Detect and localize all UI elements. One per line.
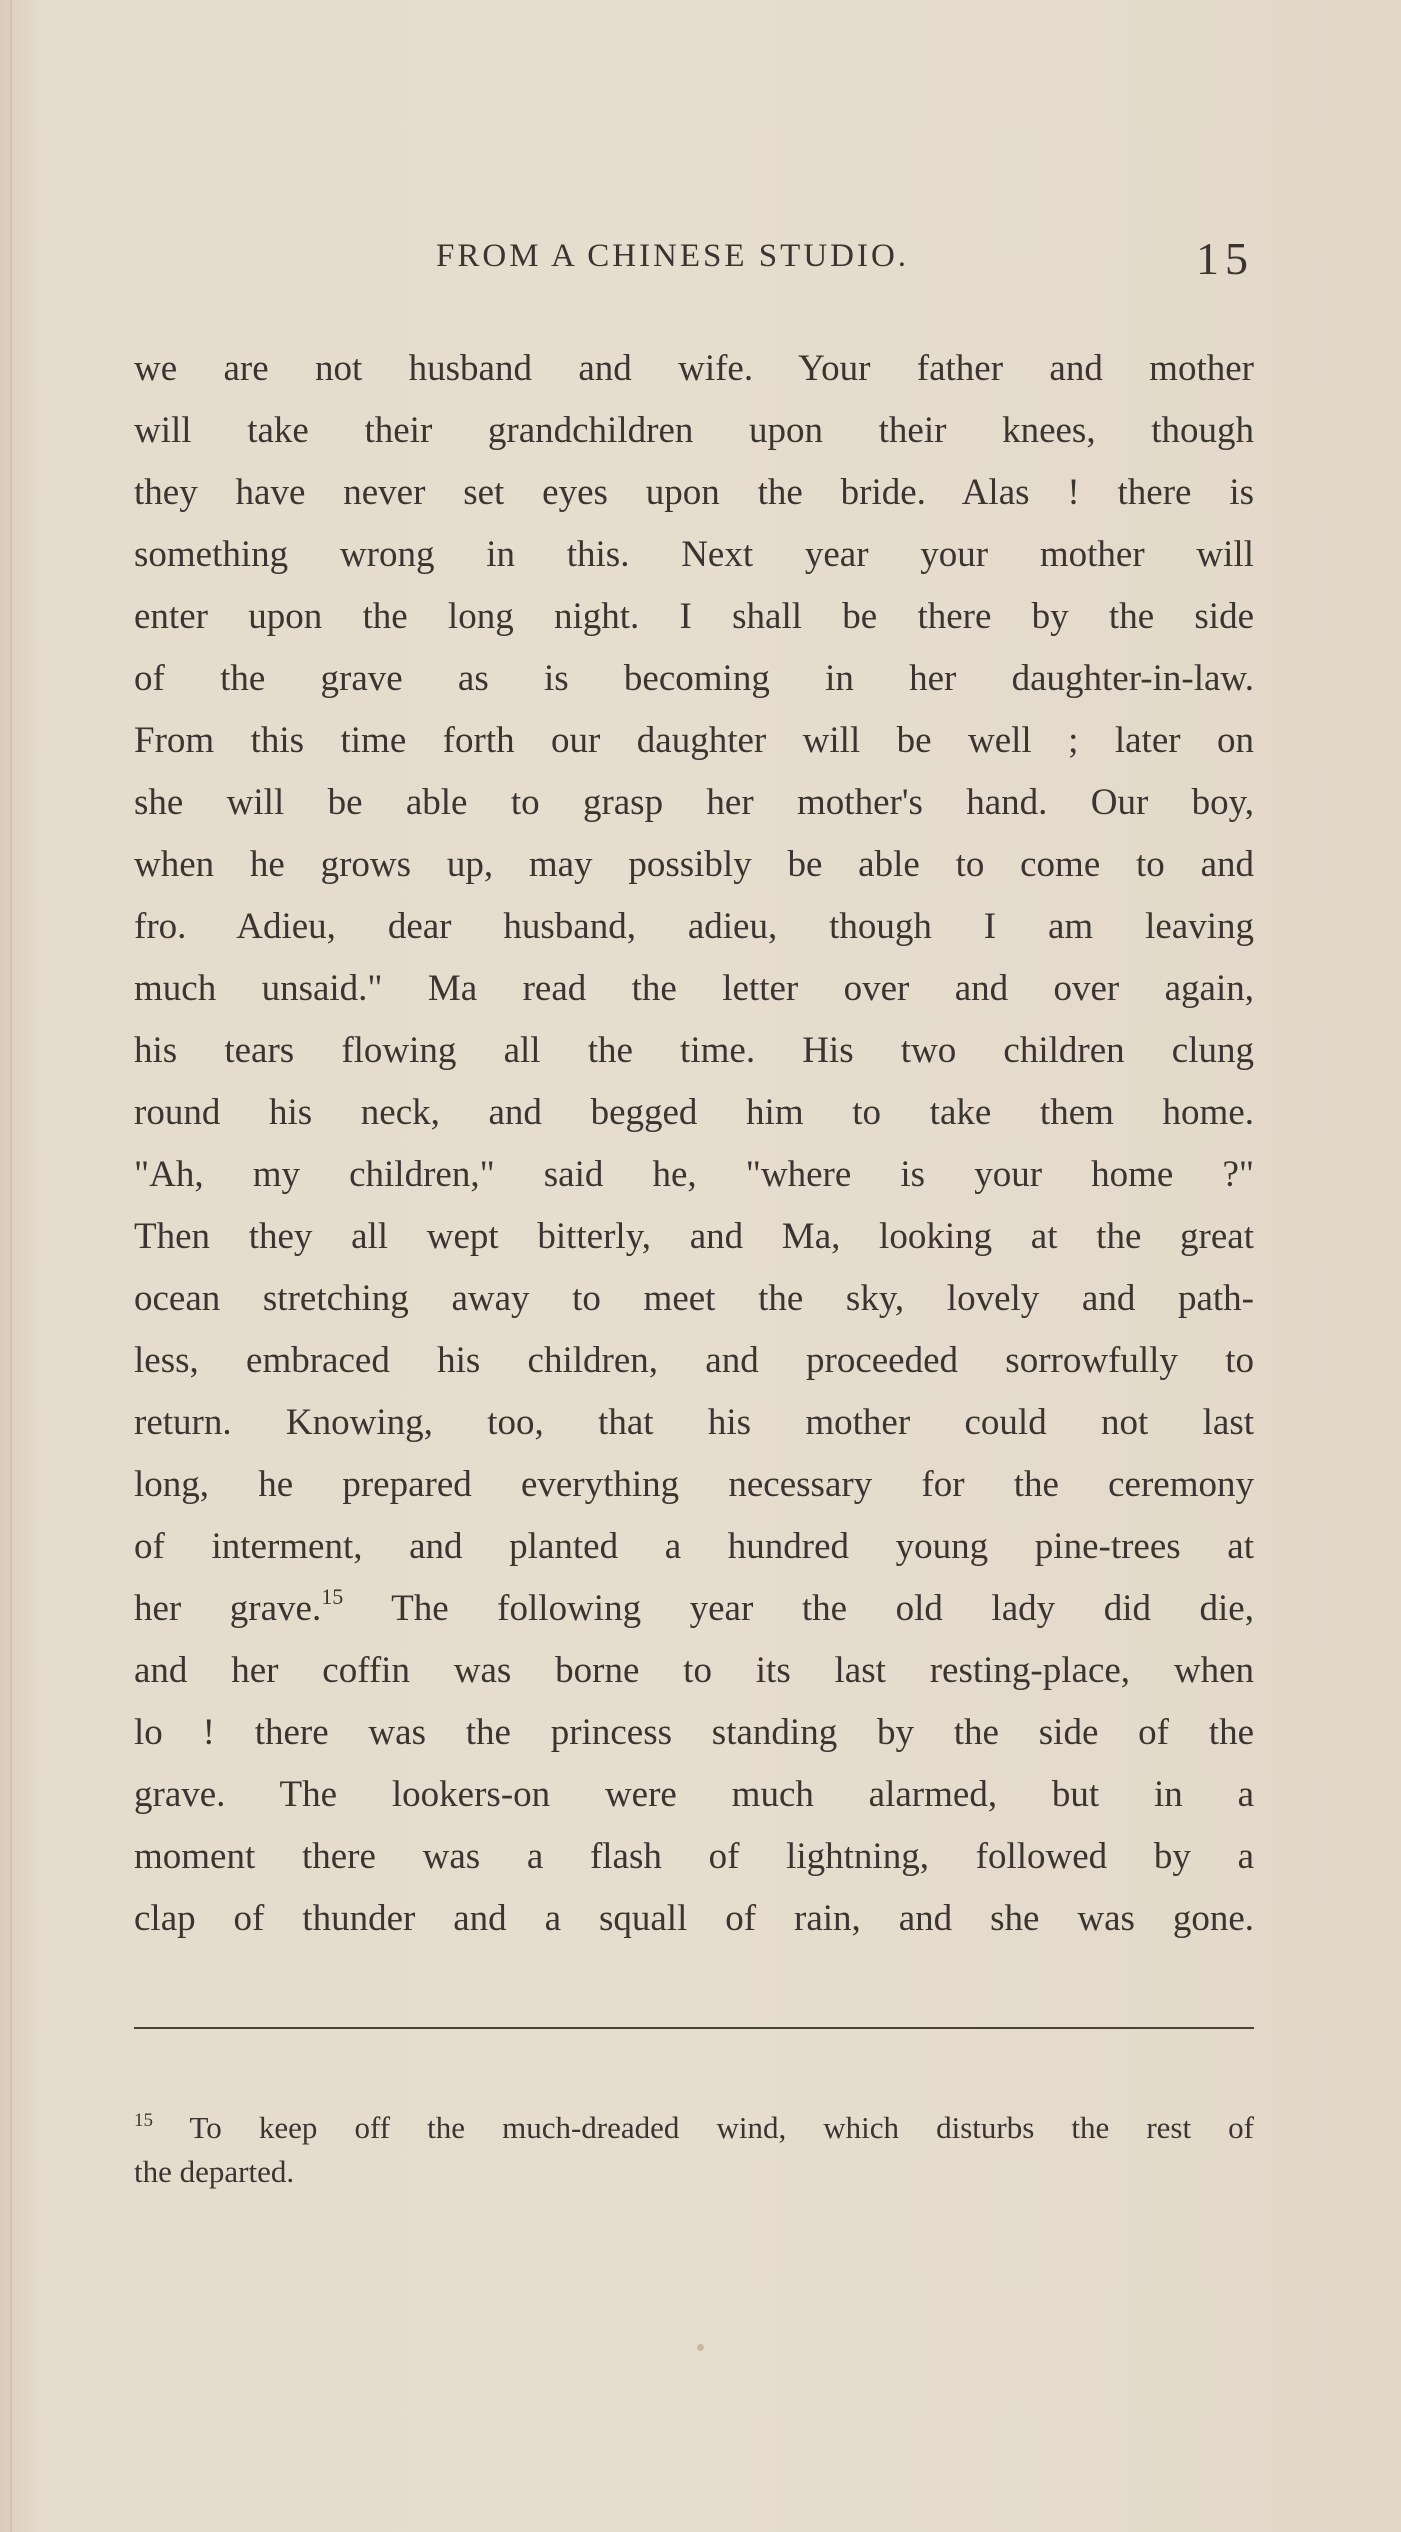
body-text — [134, 338, 1254, 1950]
text-line: ocean stretching away to meet the sky, lovely and path- — [134, 1278, 1254, 1319]
text-line: and her coffin was borne to its last resting-place, when — [134, 1650, 1254, 1691]
text-line: moment there was a flash of lightning, followed by a — [134, 1836, 1254, 1877]
text-line: "Ah, my children," said he, "where is your home ?" — [134, 1154, 1254, 1195]
text-line: clap of thunder and a squall of rain, and she was gone. — [134, 1898, 1254, 1939]
text-line: Then they all wept bitterly, and Ma, looking at the great — [134, 1216, 1254, 1257]
text-line: return. Knowing, too, that his mother could not last — [134, 1402, 1254, 1443]
text-line: of the grave as is becoming in her daughter-in-law. — [134, 658, 1254, 699]
footnote-reference[interactable]: 15 — [321, 1584, 344, 1609]
text-line-with-footnote-ref — [134, 1578, 1254, 1640]
text-line: lo ! there was the princess standing by the side of the — [134, 1712, 1254, 1753]
text-line: when he grows up, may possibly be able to come to and — [134, 844, 1254, 885]
footnote-text: To keep off the much-dreaded wind, which disturbs the rest of — [153, 2110, 1254, 2145]
paper-speck — [697, 2344, 704, 2351]
text-segment: The following year the old lady did die, — [343, 1588, 1254, 1629]
footnote-divider — [134, 2027, 1254, 2029]
text-line: something wrong in this. Next year your mother will — [134, 534, 1254, 575]
running-head: FROM A CHINESE STUDIO. — [436, 238, 910, 274]
text-line: she will be able to grasp her mother's hand. Our boy, — [134, 782, 1254, 823]
text-line: less, embraced his children, and proceeded sorrowfully to — [134, 1340, 1254, 1381]
text-line: enter upon the long night. I shall be there by the side — [134, 596, 1254, 637]
footnote-marker: 15 — [134, 2110, 153, 2131]
page-gutter-edge — [10, 0, 12, 2532]
text-segment: her grave. — [134, 1588, 322, 1629]
text-line: they have never set eyes upon the bride. Alas ! there is — [134, 472, 1254, 513]
text-line: From this time forth our daughter will be well ; later on — [134, 720, 1254, 761]
text-line: his tears flowing all the time. His two children clung — [134, 1030, 1254, 1071]
text-line: of interment, and planted a hundred young pine-trees at — [134, 1526, 1254, 1567]
text-line: round his neck, and begged him to take them home. — [134, 1092, 1254, 1133]
text-line: much unsaid." Ma read the letter over and over again, — [134, 968, 1254, 1009]
page-number: 15 — [1196, 233, 1254, 284]
text-line: we are not husband and wife. Your father and mother — [134, 348, 1254, 389]
footnote — [134, 2106, 1254, 2194]
page-header — [134, 232, 1254, 292]
text-line: will take their grandchildren upon their knees, though — [134, 410, 1254, 451]
text-line: long, he prepared everything necessary for the ceremony — [134, 1464, 1254, 1505]
text-line: fro. Adieu, dear husband, adieu, though I am leaving — [134, 906, 1254, 947]
text-line: grave. The lookers-on were much alarmed, but in a — [134, 1774, 1254, 1815]
footnote-line — [134, 2106, 1254, 2150]
footnote-line: the departed. — [134, 2154, 295, 2189]
